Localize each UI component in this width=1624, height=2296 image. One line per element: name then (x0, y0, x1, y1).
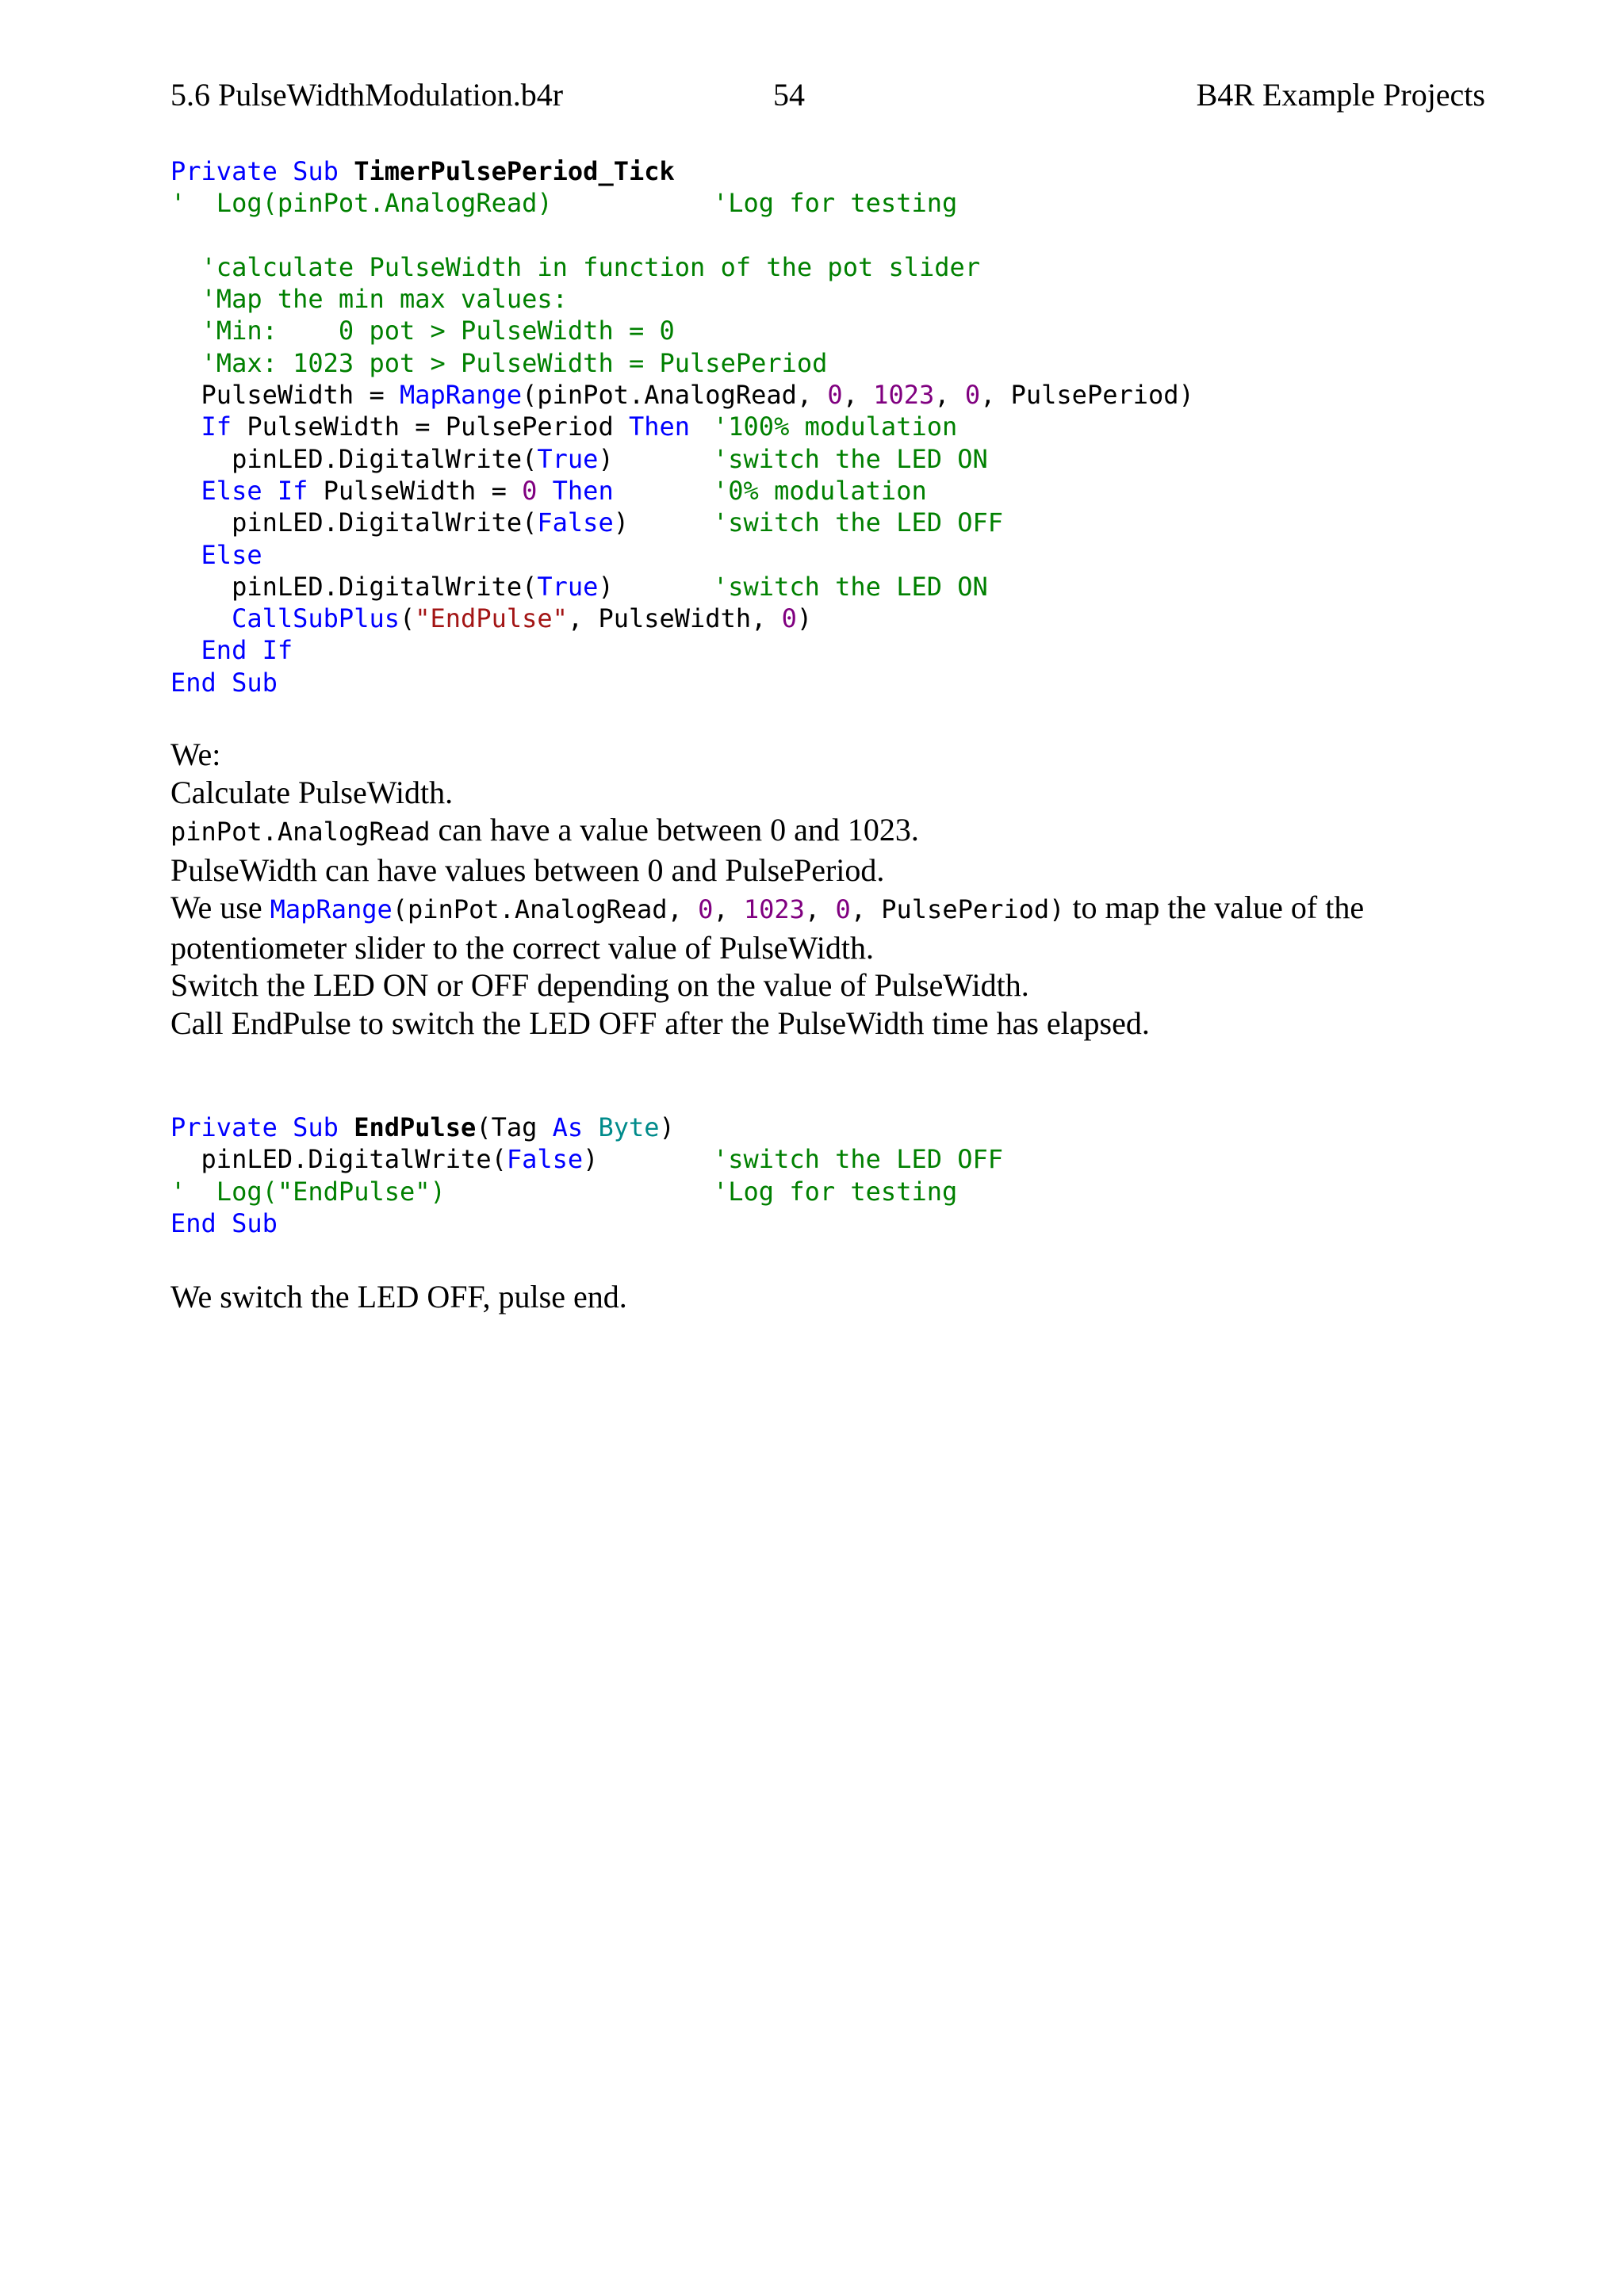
code-line: pinLED.DigitalWrite(True) 'switch the LED ON (232, 443, 988, 474)
code-line: ' Log("EndPulse") 'Log for testing (170, 1176, 958, 1207)
paragraph: PulseWidth can have values between 0 and PulsePeriod. (170, 851, 885, 888)
paragraph: Switch the LED ON or OFF depending on the value of PulseWidth. (170, 967, 1029, 1003)
code-line: pinLED.DigitalWrite(False) 'switch the LED OFF (201, 1144, 1004, 1175)
explanation-text (170, 736, 1487, 1042)
code-line: 'Max: 1023 pot > PulseWidth = PulsePeriod (201, 347, 828, 378)
code-line: Private Sub TimerPulsePeriod_Tick (170, 156, 675, 186)
code-line: End Sub (170, 667, 278, 698)
code-line: End If (201, 635, 293, 666)
code-line: Private Sub EndPulse(Tag As Byte) (170, 1112, 675, 1142)
paragraph: We: (170, 737, 221, 772)
paragraph: We switch the LED OFF, pulse end. (170, 1279, 627, 1314)
code-line: End Sub (170, 1207, 278, 1238)
paragraph: pinPot.AnalogRead can have a value between 0 and 1023. (170, 812, 919, 848)
code-line: 'Map the min max values: (201, 284, 568, 315)
page-header (170, 76, 1485, 121)
header-book-title: B4R Example Projects (1196, 77, 1485, 113)
code-block-end-pulse (170, 1112, 1004, 1239)
code-line-blank (170, 220, 1194, 251)
paragraph: We use MapRange(pinPot.AnalogRead, 0, 1023, 0, PulsePeriod) to map the value of the potentiometer slider to the correct value of PulseWidth. (170, 890, 1365, 966)
code-line: 'Min: 0 pot > PulseWidth = 0 (201, 316, 675, 346)
paragraph: Call EndPulse to switch the LED OFF after the PulseWidth time has elapsed. (170, 1004, 1150, 1041)
header-section-title: 5.6 PulseWidthModulation.b4r (170, 77, 564, 113)
closing-text (170, 1278, 1487, 1316)
paragraph: Calculate PulseWidth. (170, 774, 454, 810)
code-block-timer-tick (170, 155, 1194, 698)
code-line: Else If PulseWidth = 0 Then '0% modulation (201, 475, 927, 506)
code-line: PulseWidth = MapRange(pinPot.AnalogRead, 0, 1023, 0, PulsePeriod) (201, 380, 1194, 411)
code-line: CallSubPlus("EndPulse", PulseWidth, 0) (232, 603, 813, 634)
code-line: Else (201, 539, 262, 570)
code-line: pinLED.DigitalWrite(True) 'switch the LED ON (232, 571, 988, 602)
code-line: pinLED.DigitalWrite(False) 'switch the LED OFF (232, 507, 1004, 538)
code-line: If PulseWidth = PulsePeriod Then '100% modulation (201, 411, 958, 442)
code-line: ' Log(pinPot.AnalogRead) 'Log for testing (170, 188, 958, 219)
code-line: 'calculate PulseWidth in function of the pot slider (201, 251, 981, 282)
header-page-number: 54 (773, 77, 805, 113)
